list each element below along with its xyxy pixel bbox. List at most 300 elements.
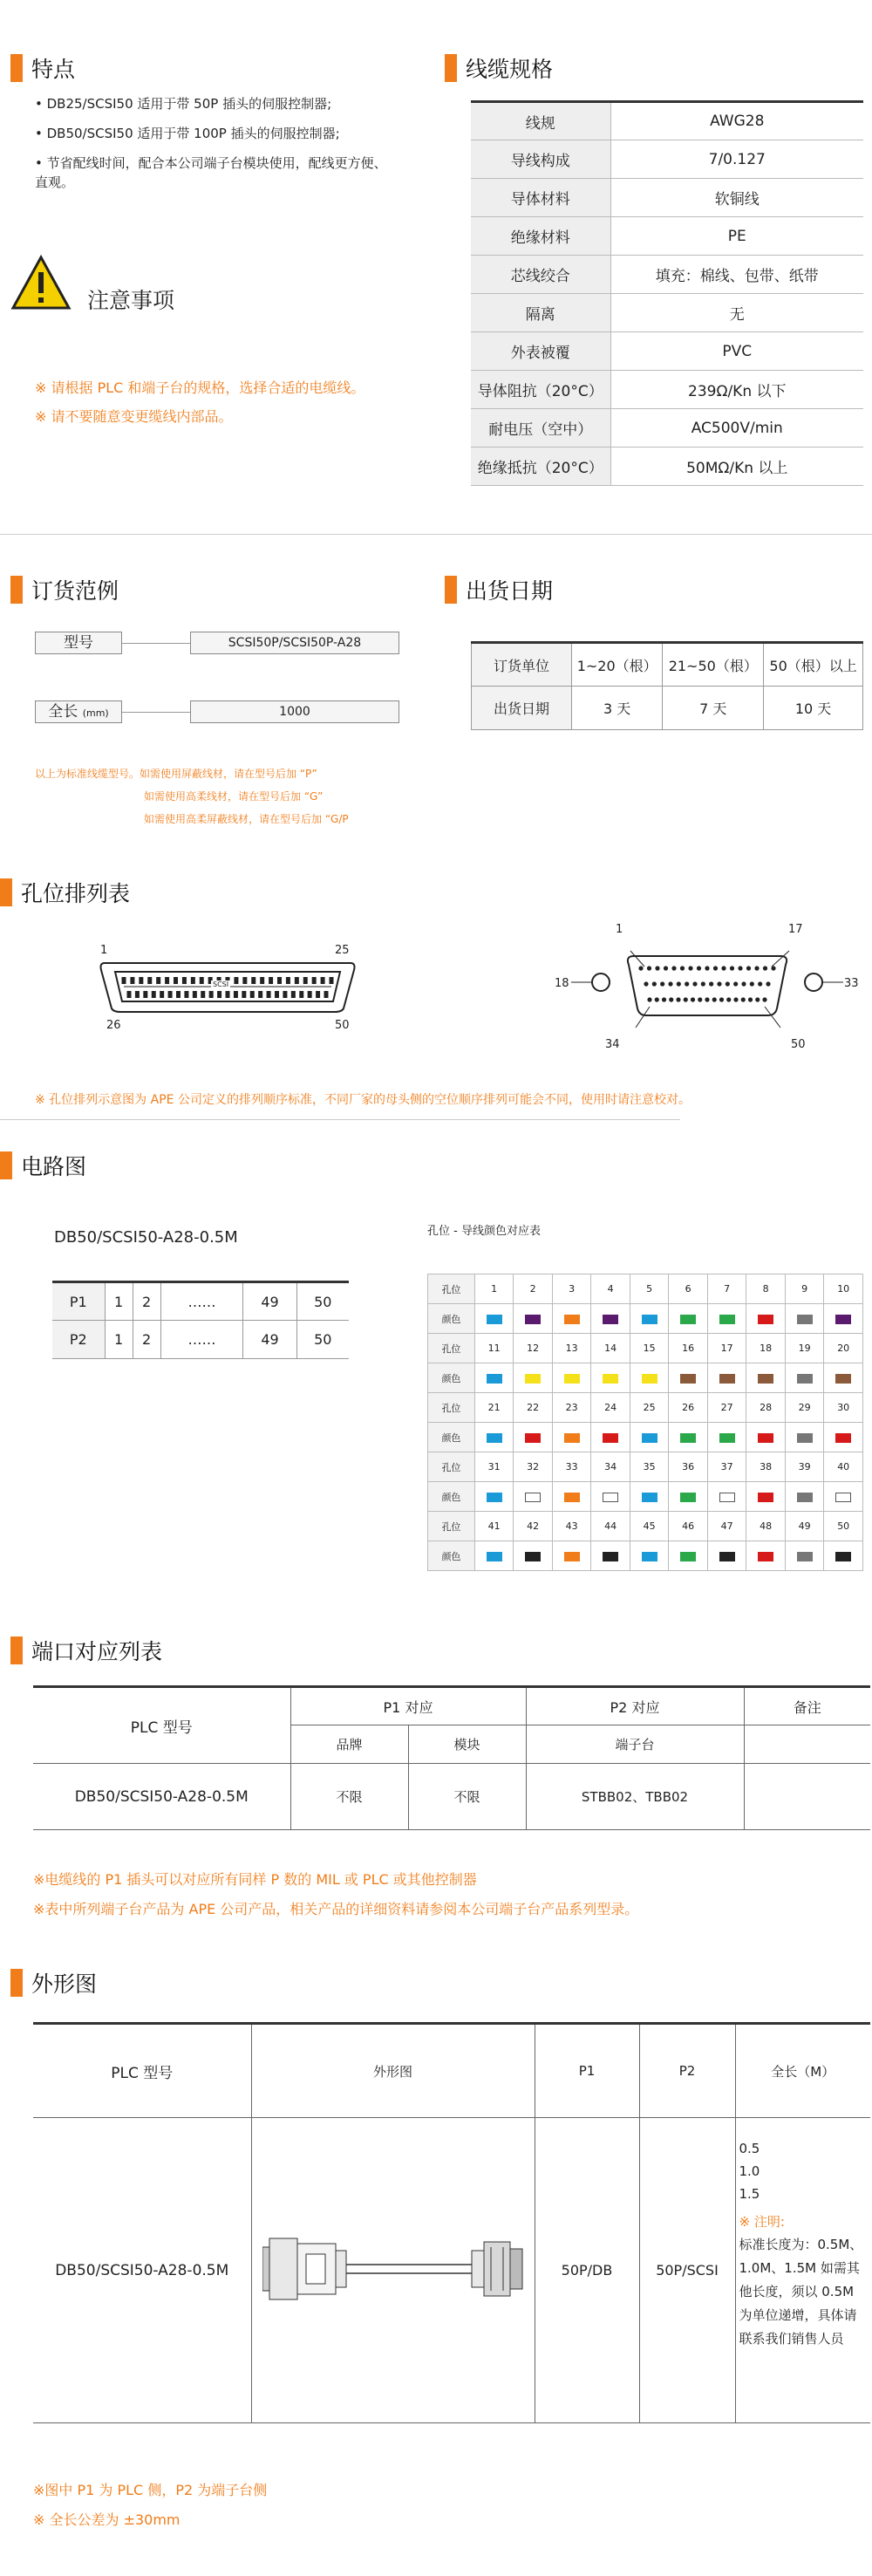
scsi-pin [234, 991, 238, 998]
color-cell [785, 1304, 824, 1334]
db-pin [748, 997, 753, 1001]
pin-number-cell: 33 [552, 1452, 591, 1482]
length-label: 全长 (mm) [35, 700, 122, 723]
pin-number-cell: 8 [746, 1274, 786, 1304]
pin-row [428, 1512, 863, 1541]
order-title: 订货范例 [31, 578, 119, 604]
delivery-cell: 3 天 [572, 687, 663, 730]
color-cell [552, 1541, 591, 1571]
color-cell [669, 1304, 708, 1334]
color-row [428, 1541, 863, 1571]
scsi-pin [312, 977, 317, 984]
pin-number-cell: 45 [630, 1512, 669, 1541]
cable-spec-title: 线缆规格 [466, 57, 554, 82]
scsi-pin [217, 991, 221, 998]
heading-bar [10, 54, 23, 82]
heading-bar [10, 576, 23, 604]
wire-color-swatch [525, 1433, 541, 1443]
pin-number-cell: 23 [552, 1393, 591, 1423]
scsi-pin-label: 25 [335, 944, 350, 957]
spec-key: 外表被覆 [471, 332, 610, 371]
wire-color-swatch [642, 1374, 657, 1384]
scsi-pin [191, 977, 195, 984]
scsi-pin [242, 991, 246, 998]
wire-color-swatch [797, 1493, 813, 1502]
color-cell [591, 1541, 630, 1571]
circuit-cell: P2 [52, 1321, 105, 1359]
pin-number-cell: 44 [591, 1512, 630, 1541]
pin-number-cell: 25 [630, 1393, 669, 1423]
circuit-cell: 1 [105, 1282, 133, 1321]
pin-number-cell: 13 [552, 1334, 591, 1363]
pin-number-cell: 31 [474, 1452, 514, 1482]
color-row [428, 1363, 863, 1393]
scsi-pin [226, 991, 230, 998]
wire-color-swatch [758, 1433, 773, 1443]
pin-number-cell: 48 [746, 1512, 786, 1541]
delivery-header-cell: 21~50（根） [663, 643, 764, 687]
scsi-pin [193, 991, 197, 998]
color-cell [514, 1423, 553, 1452]
color-cell [785, 1363, 824, 1393]
pin-row [428, 1274, 863, 1304]
section-divider [0, 1119, 680, 1120]
wire-color-swatch [680, 1433, 696, 1443]
pin-number-cell: 6 [669, 1274, 708, 1304]
db-pin [698, 997, 702, 1001]
pin-layout-title: 孔位排列表 [21, 881, 131, 906]
wire-color-swatch [719, 1552, 735, 1561]
circuit-model: DB50/SCSI50-A28-0.5M [54, 1228, 238, 1247]
wire-color-swatch [642, 1552, 657, 1561]
wire-color-swatch [680, 1552, 696, 1561]
outline-title: 外形图 [31, 1971, 98, 1997]
scsi-pin [250, 991, 255, 998]
port-header-p2: P2 对应 [526, 1687, 744, 1725]
spec-key: 隔离 [471, 294, 610, 332]
pin-number-cell: 1 [474, 1274, 514, 1304]
port-header-empty [744, 1725, 870, 1764]
pin-number-cell: 30 [824, 1393, 863, 1423]
spec-value: AWG28 [610, 102, 863, 140]
color-cell [824, 1541, 863, 1571]
circuit-cell: 2 [133, 1282, 160, 1321]
circuit-cell: P1 [52, 1282, 105, 1321]
scsi-pin [316, 991, 320, 998]
port-cell-note [744, 1764, 870, 1830]
length-note: 标准长度为：0.5M、1.0M、1.5M 如需其他长度，须以 0.5M 为单位递增，具体请联系我们销售人员 [739, 2237, 863, 2347]
spec-key: 导线构成 [471, 140, 610, 179]
db-pin [677, 981, 681, 986]
color-cell [824, 1304, 863, 1334]
scsi-pin [182, 977, 187, 984]
color-cell [552, 1363, 591, 1393]
circuit-cell: 1 [105, 1321, 133, 1359]
spec-row [471, 448, 863, 486]
pin-number-cell: 32 [514, 1452, 553, 1482]
caution-note: ※ 请根据 PLC 和端子台的规格，选择合适的电缆线。 [35, 379, 365, 396]
heading-bar [0, 878, 12, 906]
color-row-label: 颜色 [428, 1482, 475, 1512]
cable-drawing [262, 2221, 524, 2317]
scsi-pin [165, 977, 169, 984]
scsi-pin [286, 977, 290, 984]
color-cell [630, 1482, 669, 1512]
db-pin-label: 50 [791, 1038, 806, 1051]
port-cell-brand: 不限 [290, 1764, 408, 1830]
wire-color-swatch [642, 1493, 657, 1502]
pin-row [428, 1452, 863, 1482]
wire-color-swatch [564, 1374, 580, 1384]
wire-color-swatch [758, 1374, 773, 1384]
spec-row [471, 409, 863, 448]
delivery-cell: 7 天 [663, 687, 764, 730]
spec-row [471, 294, 863, 332]
db-pin [655, 966, 659, 970]
pin-number-cell: 21 [474, 1393, 514, 1423]
color-cell [669, 1423, 708, 1452]
color-cell [474, 1541, 514, 1571]
color-cell [746, 1304, 786, 1334]
color-cell [785, 1541, 824, 1571]
wire-color-swatch [642, 1433, 657, 1443]
wire-color-swatch [835, 1493, 851, 1502]
spec-row [471, 256, 863, 294]
db-pin [738, 966, 742, 970]
scsi-pin [324, 991, 329, 998]
color-cell [552, 1423, 591, 1452]
circuit-cell: 2 [133, 1321, 160, 1359]
circuit-row [52, 1282, 349, 1321]
order-note: 如需使用高柔屏蔽线材，请在型号后加 “G/P [144, 813, 349, 825]
feature-item: • DB25/SCSI50 适用于带 50P 插头的伺服控制器; [35, 96, 332, 112]
spec-row [471, 179, 863, 217]
scsi-pin [330, 977, 334, 984]
pin-number-cell: 50 [824, 1512, 863, 1541]
spec-value: 239Ω/Kn 以下 [610, 371, 863, 409]
pin-number-cell: 26 [669, 1393, 708, 1423]
spec-key: 导体阻抗（20°C） [471, 371, 610, 409]
heading-bar [445, 576, 457, 604]
features-list [35, 94, 392, 192]
db-pin [655, 997, 659, 1001]
wire-color-swatch [719, 1374, 735, 1384]
wire-color-swatch [525, 1493, 541, 1502]
outline-table [33, 2022, 870, 2423]
wire-color-swatch [719, 1493, 735, 1502]
db-pin [691, 997, 695, 1001]
pin-number-cell: 47 [707, 1512, 746, 1541]
db-pin [671, 966, 676, 970]
pin-row-label: 孔位 [428, 1452, 475, 1482]
db-pin [662, 997, 666, 1001]
port-title: 端口对应列表 [31, 1639, 163, 1664]
color-cell [669, 1482, 708, 1512]
outline-header: 外形图 [251, 2024, 535, 2118]
circuit-cell: 50 [296, 1282, 349, 1321]
color-cell [707, 1482, 746, 1512]
pin-number-cell: 16 [669, 1334, 708, 1363]
wire-color-swatch [564, 1433, 580, 1443]
color-cell [474, 1482, 514, 1512]
wire-color-swatch [487, 1374, 502, 1384]
circuit-cell: 50 [296, 1321, 349, 1359]
pin-number-cell: 28 [746, 1393, 786, 1423]
db-pin [741, 981, 746, 986]
color-cell [630, 1541, 669, 1571]
wire-color-swatch [758, 1552, 773, 1561]
wire-color-swatch [835, 1374, 851, 1384]
leader-line [122, 643, 190, 644]
length-note-title: ※ 注明: [739, 2214, 785, 2230]
spec-key: 耐电压（空中） [471, 409, 610, 448]
spec-key: 芯线绞合 [471, 256, 610, 294]
pin-number-cell: 46 [669, 1512, 708, 1541]
wire-color-swatch [758, 1493, 773, 1502]
db-pin [705, 997, 709, 1001]
outline-note: ※ 全长公差为 ±30mm [33, 2511, 181, 2528]
scsi-pin [242, 977, 247, 984]
db-pin [647, 966, 651, 970]
spec-key: 线规 [471, 102, 610, 140]
pin-number-cell: 12 [514, 1334, 553, 1363]
db-pin [664, 966, 668, 970]
delivery-title: 出货日期 [466, 578, 554, 604]
db-pin [712, 997, 717, 1001]
color-cell [474, 1363, 514, 1393]
color-cell [785, 1482, 824, 1512]
db-pin [668, 981, 672, 986]
section-divider [0, 534, 872, 535]
db-pin [717, 981, 721, 986]
wire-color-swatch [835, 1552, 851, 1561]
scsi-pin [139, 977, 143, 984]
outline-cell-drawing [251, 2118, 535, 2423]
circuit-cell: 49 [243, 1282, 296, 1321]
db-pin [755, 997, 760, 1001]
pin-number-cell: 38 [746, 1452, 786, 1482]
db-pin [733, 981, 738, 986]
heading-bar [10, 1636, 23, 1664]
delivery-header-cell: 1~20（根） [572, 643, 663, 687]
db-pin [726, 981, 730, 986]
circuit-heading [0, 1150, 86, 1181]
port-header-plc: PLC 型号 [33, 1687, 290, 1764]
delivery-table [471, 641, 863, 730]
scsi-pin [269, 977, 273, 984]
color-cell [669, 1363, 708, 1393]
db-pin [750, 981, 754, 986]
scsi-pin [152, 991, 156, 998]
pin-number-cell: 27 [707, 1393, 746, 1423]
outline-note: ※图中 P1 为 PLC 侧，P2 为端子台侧 [33, 2482, 268, 2498]
color-cell [669, 1541, 708, 1571]
scsi-pin [176, 991, 181, 998]
pin-number-cell: 2 [514, 1274, 553, 1304]
scsi-pin [147, 977, 152, 984]
scsi-pin-label: 1 [100, 944, 108, 957]
scsi-pin [130, 977, 134, 984]
wire-color-swatch [487, 1552, 502, 1561]
port-header-terminal: 端子台 [526, 1725, 744, 1764]
color-cell [474, 1304, 514, 1334]
circuit-table [52, 1281, 349, 1359]
model-value: SCSI50P/SCSI50P-A28 [190, 632, 399, 654]
db-pin-label: 34 [605, 1038, 620, 1051]
color-cell [630, 1304, 669, 1334]
db-pin [730, 966, 734, 970]
color-cell [552, 1482, 591, 1512]
scsi-pin [160, 991, 164, 998]
db-pin [676, 997, 680, 1001]
pin-layout-heading [0, 877, 130, 908]
pin-row-label: 孔位 [428, 1393, 475, 1423]
wire-color-swatch [797, 1552, 813, 1561]
scsi-pin [267, 991, 271, 998]
color-cell [514, 1304, 553, 1334]
db-pin [647, 997, 651, 1001]
pin-number-cell: 10 [824, 1274, 863, 1304]
wire-color-swatch [719, 1315, 735, 1324]
db-pin-label: 33 [844, 977, 859, 990]
scsi-pin-label: 26 [106, 1019, 121, 1032]
scsi-pin [184, 991, 188, 998]
color-cell [514, 1482, 553, 1512]
scsi-pin [295, 977, 299, 984]
pin-number-cell: 29 [785, 1393, 824, 1423]
pin-number-cell: 11 [474, 1334, 514, 1363]
pin-row-label: 孔位 [428, 1274, 475, 1304]
pin-number-cell: 22 [514, 1393, 553, 1423]
pin-number-cell: 3 [552, 1274, 591, 1304]
wire-color-swatch [680, 1493, 696, 1502]
circuit-cell: …… [160, 1321, 243, 1359]
db-pin [763, 966, 767, 970]
outline-cell-model: DB50/SCSI50-A28-0.5M [33, 2118, 251, 2423]
spec-value: 无 [610, 294, 863, 332]
db-pin [692, 981, 697, 986]
scsi-pin [258, 991, 262, 998]
pin-row [428, 1334, 863, 1363]
db-pin [669, 997, 673, 1001]
db-pin [697, 966, 701, 970]
wire-color-swatch [603, 1552, 618, 1561]
delivery-header-cell: 订货单位 [472, 643, 572, 687]
outline-header: 全长（M） [735, 2024, 870, 2118]
color-cell [630, 1423, 669, 1452]
port-heading [10, 1635, 162, 1666]
color-row [428, 1482, 863, 1512]
caution-title: 注意事项 [87, 288, 175, 313]
scsi-pin [201, 991, 205, 998]
db-pin [754, 966, 759, 970]
db-pin [766, 981, 770, 986]
caution-note: ※ 请不要随意变更缆线内部品。 [35, 408, 233, 425]
scsi-pin [275, 991, 279, 998]
port-header-p1: P1 对应 [290, 1687, 526, 1725]
circuit-row [52, 1321, 349, 1359]
wire-color-swatch [680, 1315, 696, 1324]
length-option: 0.5 [739, 2141, 760, 2156]
db-pin [721, 966, 726, 970]
db-pin [638, 966, 643, 970]
color-cell [746, 1541, 786, 1571]
db-pin [746, 966, 751, 970]
spec-value: PE [610, 217, 863, 256]
color-cell [591, 1304, 630, 1334]
spec-value: 填充：棉线、包带、纸带 [610, 256, 863, 294]
pin-number-cell: 9 [785, 1274, 824, 1304]
pin-color-table [427, 1274, 863, 1571]
pin-number-cell: 36 [669, 1452, 708, 1482]
wire-color-swatch [525, 1552, 541, 1561]
scsi-pin [299, 991, 303, 998]
db-pin-label: 1 [616, 923, 623, 936]
spec-row [471, 102, 863, 140]
color-row [428, 1304, 863, 1334]
length-option: 1.0 [739, 2163, 760, 2179]
pin-number-cell: 18 [746, 1334, 786, 1363]
wire-color-swatch [564, 1315, 580, 1324]
pin-number-cell: 4 [591, 1274, 630, 1304]
wire-color-swatch [487, 1315, 502, 1324]
color-row [428, 1423, 863, 1452]
pin-number-cell: 14 [591, 1334, 630, 1363]
db-pin [733, 997, 738, 1001]
pin-number-cell: 20 [824, 1334, 863, 1363]
warning-icon [10, 255, 72, 311]
db-pin [660, 981, 664, 986]
db-pin [688, 966, 692, 970]
color-cell [746, 1363, 786, 1393]
db-pin [705, 966, 709, 970]
color-cell [474, 1423, 514, 1452]
spec-value: 50MΩ/Kn 以上 [610, 448, 863, 486]
scsi-pin [209, 991, 214, 998]
db-pin [709, 981, 713, 986]
color-cell [591, 1423, 630, 1452]
scsi-pin [143, 991, 147, 998]
wire-color-swatch [797, 1433, 813, 1443]
port-table [33, 1685, 870, 1830]
spec-row [471, 217, 863, 256]
spec-value: AC500V/min [610, 409, 863, 448]
scsi-pin [291, 991, 296, 998]
circuit-cell: …… [160, 1282, 243, 1321]
length-value: 1000 [190, 700, 399, 723]
delivery-cell: 10 天 [764, 687, 863, 730]
pin-number-cell: 42 [514, 1512, 553, 1541]
wire-color-swatch [487, 1433, 502, 1443]
pin-number-cell: 43 [552, 1512, 591, 1541]
scsi-pin [174, 977, 178, 984]
wire-color-swatch [758, 1315, 773, 1324]
db-pin [652, 981, 657, 986]
color-cell [824, 1363, 863, 1393]
port-note: ※表中所列端子台产品为 APE 公司产品，相关产品的详细资料请参阅本公司端子台产品系列型录。 [33, 1901, 639, 1917]
delivery-cell: 出货日期 [472, 687, 572, 730]
db-pin [719, 997, 724, 1001]
color-table-title: 孔位 - 导线颜色对应表 [427, 1225, 541, 1238]
wire-color-swatch [603, 1374, 618, 1384]
scsi-pin-label: 50 [335, 1019, 350, 1032]
wire-color-swatch [603, 1493, 618, 1502]
pin-number-cell: 24 [591, 1393, 630, 1423]
scsi-pin [122, 977, 126, 984]
port-header-note: 备注 [744, 1687, 870, 1725]
features-heading [10, 52, 75, 84]
color-cell [552, 1304, 591, 1334]
